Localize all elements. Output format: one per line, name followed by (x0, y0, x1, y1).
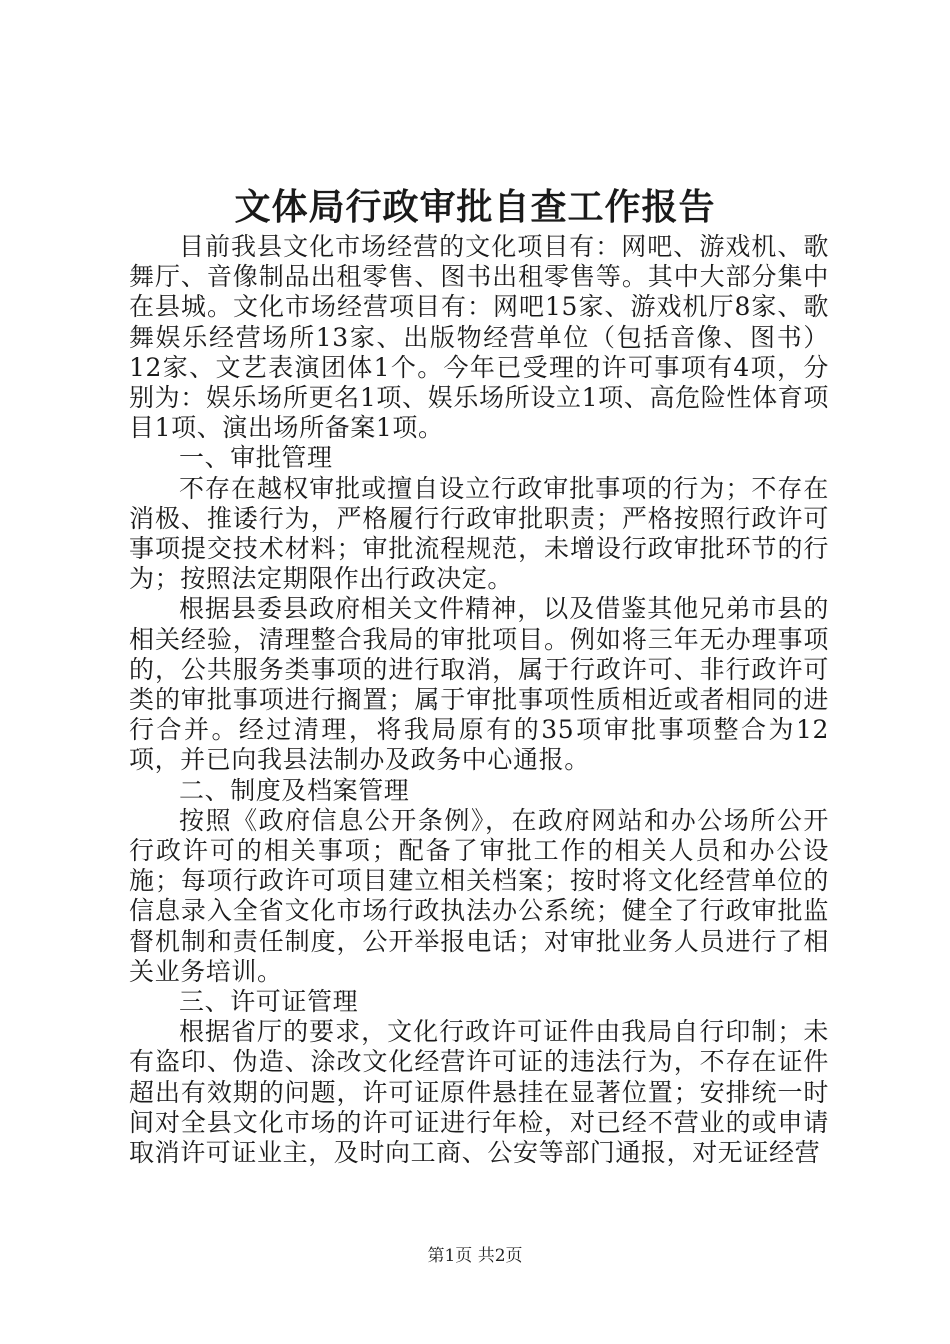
archives-paragraph: 按照《政府信息公开条例》，在政府网站和办公场所公开行政许可的相关事项；配备了审批工作的相关人员和办公设施；每项行政许可项目建立相关档案；按时将文化经营单位的信息录入全省文化市场行政执法办公系统；健全了行政审批监督机制和责任制度，公开举报电话；对审批业务人员进行了相关业务培训。 (129, 805, 829, 986)
section-heading-approval: 一、审批管理 (179, 443, 333, 473)
approval-paragraph-1: 不存在越权审批或擅自设立行政审批事项的行为；不存在消极、推诿行为，严格履行行政审批职责；严格按照行政许可事项提交技术材料；审批流程规范，未增设行政审批环节的行为；按照法定期限作出行政决定。 (129, 473, 829, 594)
intro-paragraph: 目前我县文化市场经营的文化项目有：网吧、游戏机、歌舞厅、音像制品出租零售、图书出租零售等。其中大部分集中在县城。文化市场经营项目有：网吧15家、游戏机厅8家、歌舞娱乐经营场所13家、出版物经营单位（包括音像、图书）12家、文艺表演团体1个。今年已受理的许可事项有4项，分别为：娱乐场所更名1项、娱乐场所设立1项、高危险性体育项目1项、演出场所备案1项。 (129, 232, 829, 443)
page-footer: 第1页 共2页 (427, 1246, 523, 1266)
approval-paragraph-2: 根据县委县政府相关文件精神，以及借鉴其他兄弟市县的相关经验，清理整合我局的审批项目。例如将三年无办理事项的，公共服务类事项的进行取消，属于行政许可、非行政许可类的审批事项进行搁置；属于审批事项性质相近或者相同的进行合并。经过清理，将我局原有的35项审批事项整合为12项，并已向我县法制办及政务中心通报。 (129, 594, 829, 775)
section-heading-archives: 二、制度及档案管理 (179, 775, 410, 805)
section-heading-license: 三、许可证管理 (179, 987, 359, 1017)
document-title: 文体局行政审批自查工作报告 (234, 186, 716, 228)
document-body (129, 232, 829, 1168)
license-paragraph: 根据省厅的要求，文化行政许可证件由我局自行印制；未有盗印、伪造、涂改文化经营许可证的违法行为，不存在证件超出有效期的问题，许可证原件悬挂在显著位置；安排统一时间对全县文化市场的许可证进行年检，对已经不营业的或申请取消许可证业主，及时向工商、公安等部门通报，对无证经营 (129, 1017, 829, 1168)
